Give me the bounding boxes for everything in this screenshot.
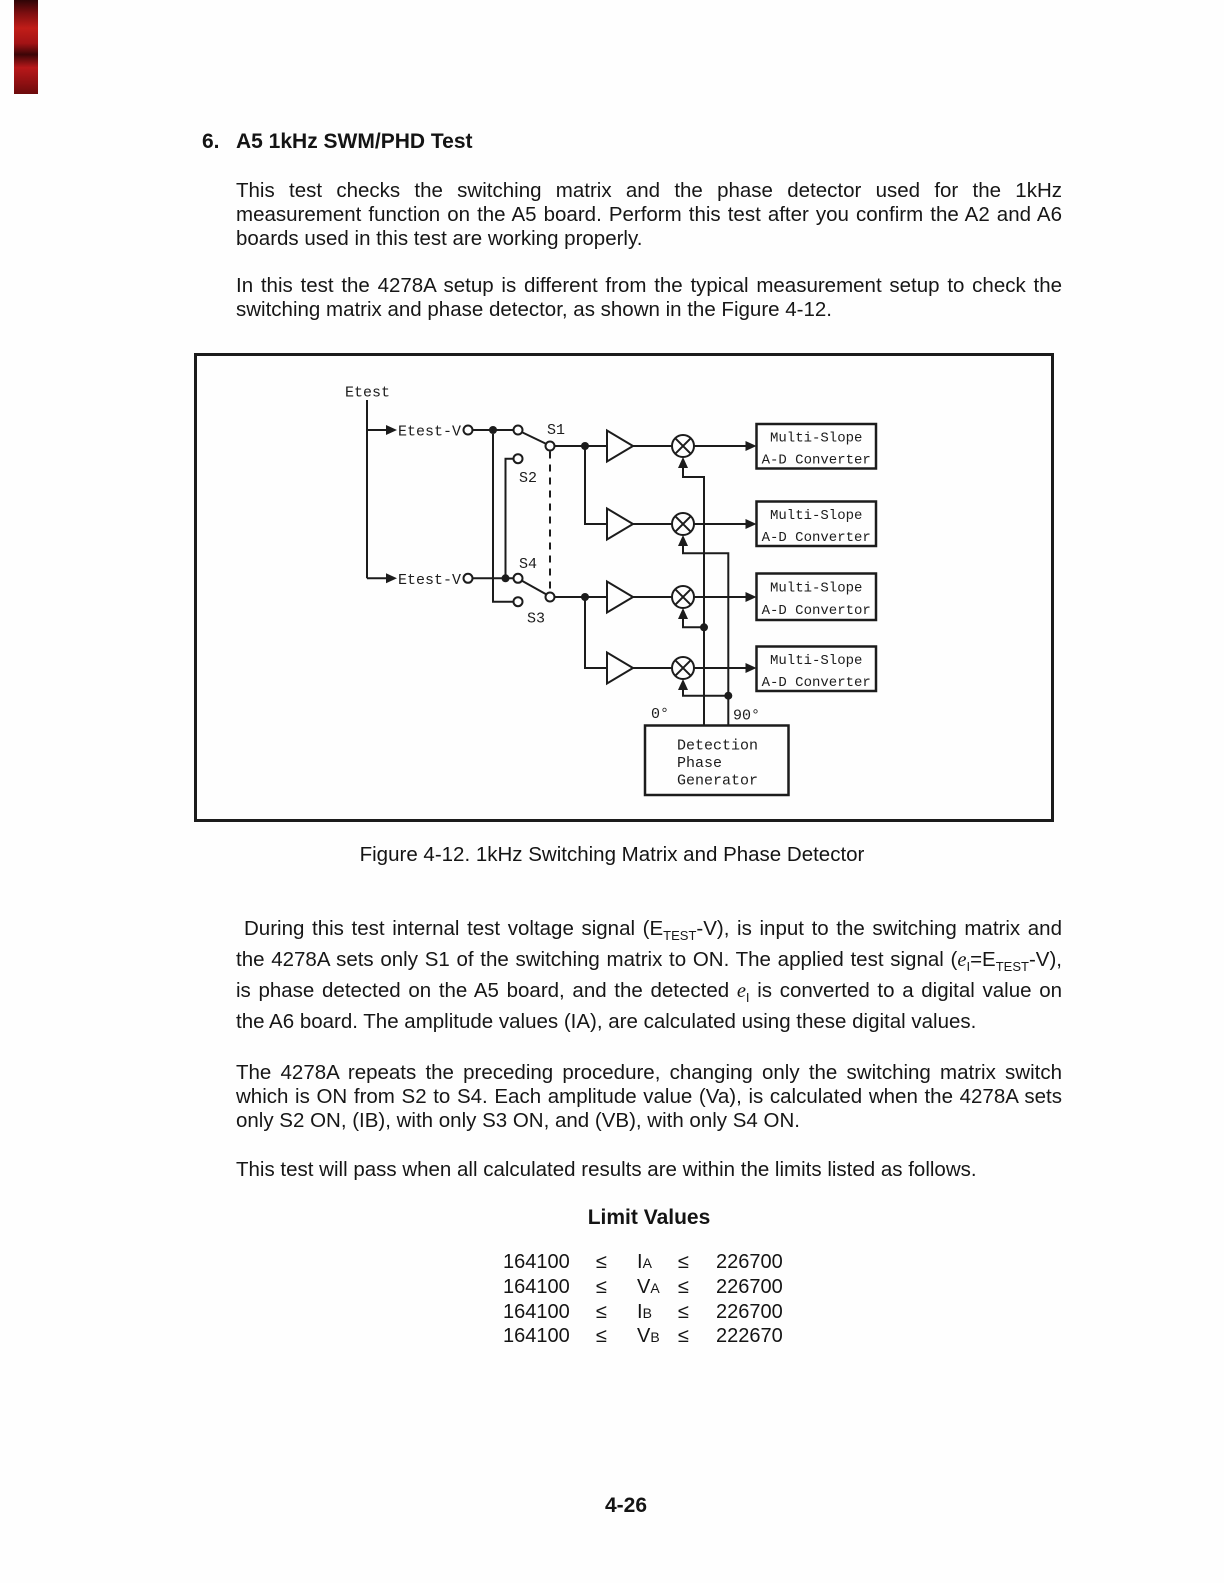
var-letter: I	[637, 1301, 643, 1323]
limit-high: 226700	[716, 1251, 783, 1273]
var-letter: V	[637, 1325, 651, 1347]
figure-border	[196, 355, 1053, 821]
switch-s3-label: S3	[527, 610, 546, 628]
paragraph-setup: In this test the 4278A setup is different from the typical measurement setup to check the switching matrix and phase detector, as shown in the Figure 4-12.	[236, 274, 1062, 321]
limit-variable	[637, 1301, 678, 1324]
subscript-i: I	[745, 989, 750, 1005]
limit-variable	[637, 1325, 678, 1348]
var-sub: A	[642, 1255, 652, 1271]
switch-s2-label: S2	[519, 470, 538, 487]
subscript-i: I	[966, 958, 971, 974]
le-symbol: ≤	[596, 1276, 607, 1298]
text-fragment: -V), is phase detected on the A5 board, and the detected	[236, 947, 1062, 1002]
subscript-test: TEST	[995, 958, 1029, 974]
adc-box-4-line2: A-D Converter	[761, 675, 871, 691]
amplifier-icons	[607, 431, 633, 684]
script-e: e	[736, 979, 746, 1002]
var-letter: I	[637, 1251, 643, 1273]
paragraph-detection	[236, 917, 1062, 1033]
adc-box-2-line1: Multi-Slope	[769, 508, 863, 524]
text-fragment: -V), is input to the switching matrix and the 4278A sets only S1 of the switching matrix to ON. The applied test signal (	[236, 917, 1062, 971]
subscript-test: TEST	[663, 928, 697, 944]
var-sub: A	[650, 1280, 660, 1296]
adc-box-3-line2: A-D Convertor	[761, 603, 871, 619]
le-symbol: ≤	[678, 1251, 689, 1273]
etest-v-bottom-label: Etest-V	[398, 571, 462, 589]
section-title: A5 1kHz SWM/PHD Test	[236, 130, 473, 153]
limit-variable	[637, 1251, 678, 1274]
generator-line1: Detection	[677, 737, 759, 755]
adc-box-4-line1: Multi-Slope	[769, 653, 863, 669]
figure-caption: Figure 4-12. 1kHz Switching Matrix and Phase Detector	[359, 843, 865, 866]
figure-4-12-diagram	[194, 353, 1054, 822]
le-symbol: ≤	[678, 1325, 689, 1347]
paragraph-pass-criteria: This test will pass when all calculated results are within the limits listed as follows.	[236, 1158, 977, 1181]
switching-matrix-schematic	[194, 353, 1054, 822]
le-symbol: ≤	[678, 1276, 689, 1298]
limit-low: 164100	[503, 1325, 570, 1347]
etest-label: Etest	[345, 384, 391, 402]
le-symbol: ≤	[678, 1301, 689, 1323]
limit-high: 222670	[716, 1325, 783, 1347]
switch-s4-label: S4	[519, 556, 538, 573]
limit-high: 226700	[716, 1301, 783, 1323]
phase-0-label: 0°	[651, 706, 670, 723]
phase-90-label: 90°	[733, 707, 761, 725]
page-number: 4-26	[604, 1494, 648, 1517]
limit-low: 164100	[503, 1276, 570, 1298]
text-fragment: is converted to a digital value on the A6 board. The amplitude values (IA), are calculated using these digital values.	[236, 978, 1062, 1033]
section-number: 6.	[202, 130, 220, 153]
etest-v-top-label: Etest-V	[398, 423, 462, 441]
adc-box-3-line1: Multi-Slope	[769, 580, 863, 597]
var-letter: V	[637, 1276, 651, 1298]
le-symbol: ≤	[596, 1325, 607, 1347]
limit-row	[503, 1276, 783, 1301]
limit-variable	[637, 1276, 678, 1299]
limit-row	[503, 1301, 783, 1326]
paragraph-intro: This test checks the switching matrix and the phase detector used for the 1kHz measurement function on the A5 board. Perform this test after you confirm the A2 and A6 boards used in this test are working properly.	[236, 179, 1062, 250]
paragraph-repeat: The 4278A repeats the preceding procedure, changing only the switching matrix switch which is ON from S2 to S4. Each amplitude value (Va), is calculated when the 4278A sets only S2 ON, (IB), with only S3 ON, and (VB), with only S4 ON.	[236, 1061, 1062, 1132]
script-e: e	[957, 948, 967, 971]
limit-row	[503, 1325, 783, 1350]
limit-values-title: Limit Values	[587, 1206, 711, 1229]
limit-low: 164100	[503, 1251, 570, 1273]
text-fragment: =E	[970, 947, 996, 971]
var-sub: B	[642, 1305, 652, 1321]
text-fragment: During this test internal test voltage signal (E	[244, 917, 664, 940]
adc-box-1-line1: Multi-Slope	[769, 430, 863, 447]
generator-line2: Phase	[677, 755, 723, 772]
le-symbol: ≤	[596, 1251, 607, 1273]
switch-s1-label: S1	[547, 422, 566, 439]
limit-row	[503, 1251, 783, 1276]
var-sub: B	[650, 1329, 660, 1345]
arrowheads	[386, 425, 757, 690]
adc-box-1-line2: A-D Converter	[761, 452, 871, 469]
limit-high: 226700	[716, 1276, 783, 1298]
generator-line3: Generator	[677, 772, 759, 790]
adc-box-2-line2: A-D Converter	[761, 530, 871, 546]
red-scan-artifact	[14, 0, 38, 94]
le-symbol: ≤	[596, 1301, 607, 1323]
limit-low: 164100	[503, 1301, 570, 1323]
